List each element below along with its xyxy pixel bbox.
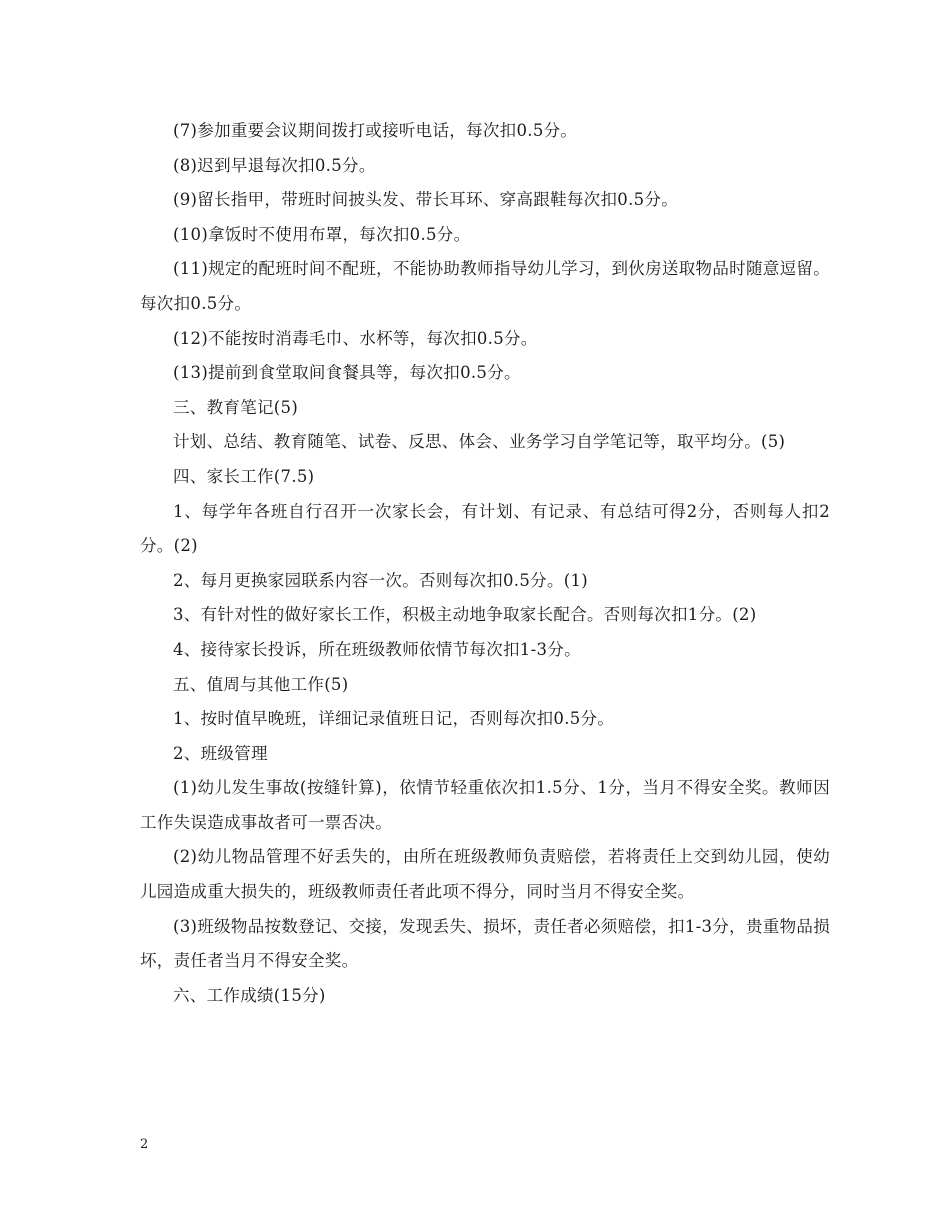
paragraph: 3、有针对性的做好家长工作，积极主动地争取家长配合。否则每次扣1分。(2) — [173, 605, 757, 625]
section-heading: 四、家长工作(7.5) — [173, 466, 315, 486]
paragraph: 2、班级管理 — [173, 743, 268, 763]
paragraph: (3)班级物品按数登记、交接，发现丢失、损坏，责任者必须赔偿，扣1-3分，贵重物品损坏，责任者当月不得安全奖。 — [140, 916, 830, 971]
section-heading: 三、教育笔记(5) — [173, 397, 299, 417]
paragraph: (1)幼儿发生事故(按缝针算)，依情节轻重依次扣1.5分、1分，当月不得安全奖。教师因工作失误造成事故者可一票否决。 — [140, 778, 830, 832]
page-number: 2 — [140, 1137, 149, 1152]
document-body — [140, 114, 830, 1013]
paragraph: 4、接待家长投诉，所在班级教师依情节每次扣1-3分。 — [173, 639, 581, 659]
section-heading: 五、值周与其他工作(5) — [173, 674, 349, 694]
paragraph: 2、每月更换家园联系内容一次。否则每次扣0.5分。(1) — [173, 570, 589, 590]
section-heading: 六、工作成绩(15分) — [173, 985, 326, 1005]
paragraph: (10)拿饭时不使用布罩，每次扣0.5分。 — [173, 224, 471, 244]
paragraph: (13)提前到食堂取间食餐具等，每次扣0.5分。 — [173, 363, 521, 383]
paragraph: (8)迟到早退每次扣0.5分。 — [173, 155, 376, 175]
paragraph: 1、每学年各班自行召开一次家长会，有计划、有记录、有总结可得2分，否则每人扣2分。(2) — [140, 501, 830, 556]
paragraph: 1、按时值早晚班，详细记录值班日记，否则每次扣0.5分。 — [173, 709, 615, 729]
paragraph: 计划、总结、教育随笔、试卷、反思、体会、业务学习自学笔记等，取平均分。(5) — [173, 432, 786, 452]
paragraph: (7)参加重要会议期间拨打或接听电话，每次扣0.5分。 — [173, 121, 578, 140]
paragraph: (12)不能按时消毒毛巾、水杯等，每次扣0.5分。 — [173, 328, 538, 348]
paragraph: (9)留长指甲，带班时间披头发、带长耳环、穿高跟鞋每次扣0.5分。 — [173, 190, 679, 210]
paragraph: (2)幼儿物品管理不好丢失的，由所在班级教师负责赔偿，若将责任上交到幼儿园，使幼儿园造成重大损失的，班级教师责任者此项不得分，同时当月不得安全奖。 — [140, 847, 830, 902]
paragraph: (11)规定的配班时间不配班，不能协助教师指导幼儿学习，到伙房送取物品时随意逗留。每次扣0.5分。 — [140, 259, 830, 313]
